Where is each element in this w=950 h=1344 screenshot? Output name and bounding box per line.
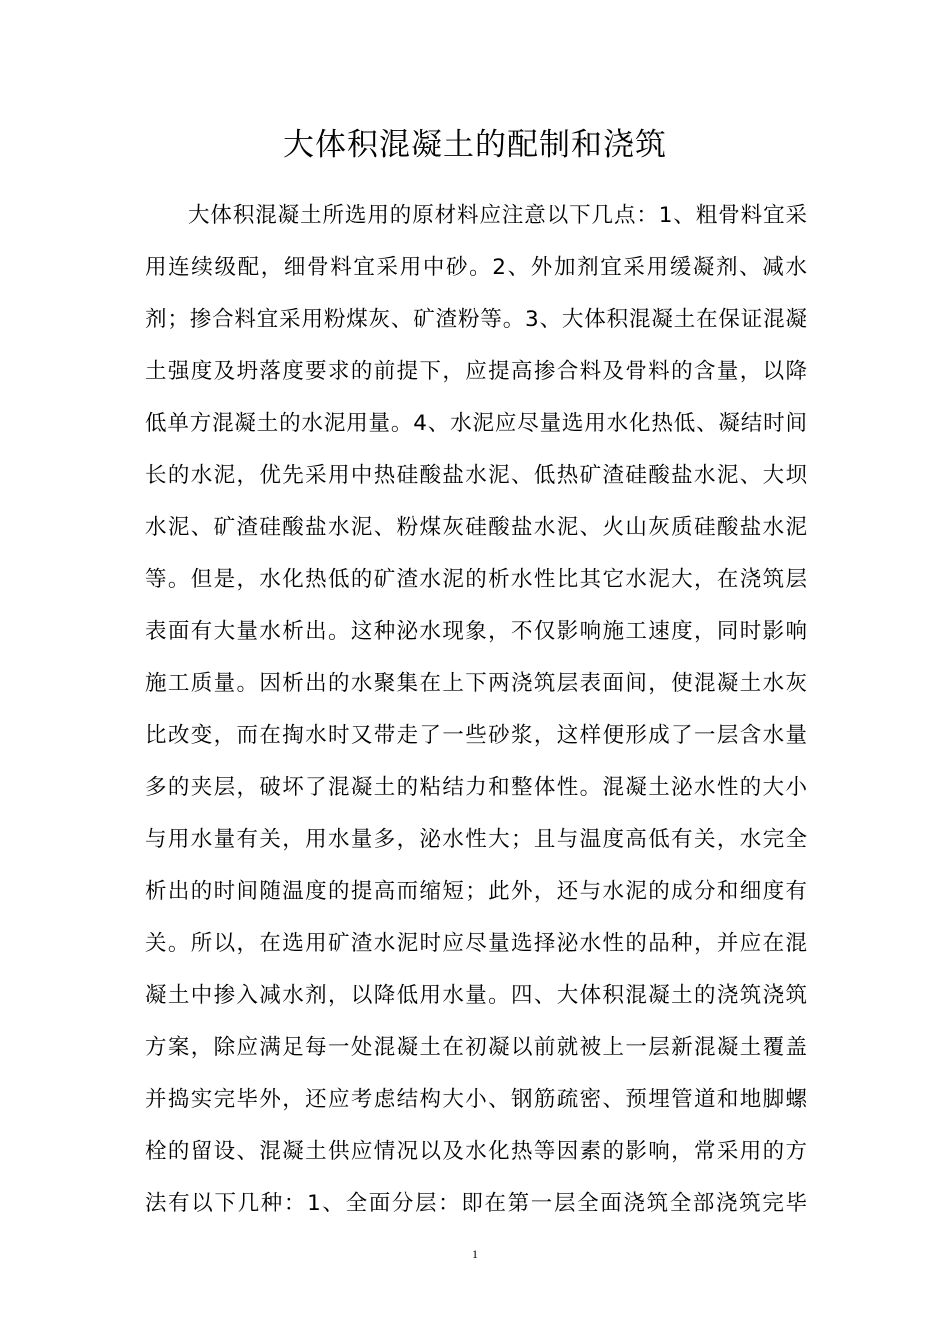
text-line: 关。所以，在选用矿渣水泥时应尽量选择泌水性的品种，并应在混 — [145, 931, 807, 956]
text-line: 凝土中掺入减水剂，以降低用水量。四、大体积混凝土的浇筑浇筑 — [145, 983, 807, 1008]
text-line: 多的夹层，破坏了混凝土的粘结力和整体性。混凝土泌水性的大小 — [145, 775, 807, 800]
text-line: 施工质量。因析出的水聚集在上下两浇筑层表面间，使混凝土水灰 — [145, 671, 807, 696]
text-line: 与用水量有关，用水量多，泌水性大；且与温度高低有关，水完全 — [145, 827, 807, 852]
text-line: 析出的时间随温度的提高而缩短；此外，还与水泥的成分和细度有 — [145, 879, 807, 904]
text-line: 长的水泥，优先采用中热硅酸盐水泥、低热矿渣硅酸盐水泥、大坝 — [145, 463, 807, 488]
text-line: 大体积混凝土所选用的原材料应注意以下几点：1、粗骨料宜采 — [188, 203, 807, 228]
text-line: 法有以下几种：1、全面分层：即在第一层全面浇筑全部浇筑完毕 — [145, 1191, 807, 1216]
text-line: 栓的留设、混凝土供应情况以及水化热等因素的影响，常采用的方 — [145, 1139, 807, 1164]
text-line: 水泥、矿渣硅酸盐水泥、粉煤灰硅酸盐水泥、火山灰质硅酸盐水泥 — [145, 515, 807, 540]
text-line: 剂；掺合料宜采用粉煤灰、矿渣粉等。3、大体积混凝土在保证混凝 — [145, 307, 807, 332]
text-line: 并捣实完毕外，还应考虑结构大小、钢筋疏密、预埋管道和地脚螺 — [145, 1087, 807, 1112]
text-line: 土强度及坍落度要求的前提下，应提高掺合料及骨料的含量，以降 — [145, 359, 807, 384]
text-line: 表面有大量水析出。这种泌水现象，不仅影响施工速度，同时影响 — [145, 619, 807, 644]
text-line: 低单方混凝土的水泥用量。4、水泥应尽量选用水化热低、凝结时间 — [145, 411, 807, 436]
body-paragraph — [145, 190, 807, 1230]
text-line: 比改变，而在掏水时又带走了一些砂浆，这样便形成了一层含水量 — [145, 723, 807, 748]
document-title: 大体积混凝土的配制和浇筑 — [283, 127, 667, 163]
text-line: 方案，除应满足每一处混凝土在初凝以前就被上一层新混凝土覆盖 — [145, 1035, 807, 1060]
page-number: 1 — [472, 1247, 478, 1261]
text-line: 用连续级配，细骨料宜采用中砂。2、外加剂宜采用缓凝剂、减水 — [145, 255, 807, 280]
text-line: 等。但是，水化热低的矿渣水泥的析水性比其它水泥大，在浇筑层 — [145, 567, 807, 592]
